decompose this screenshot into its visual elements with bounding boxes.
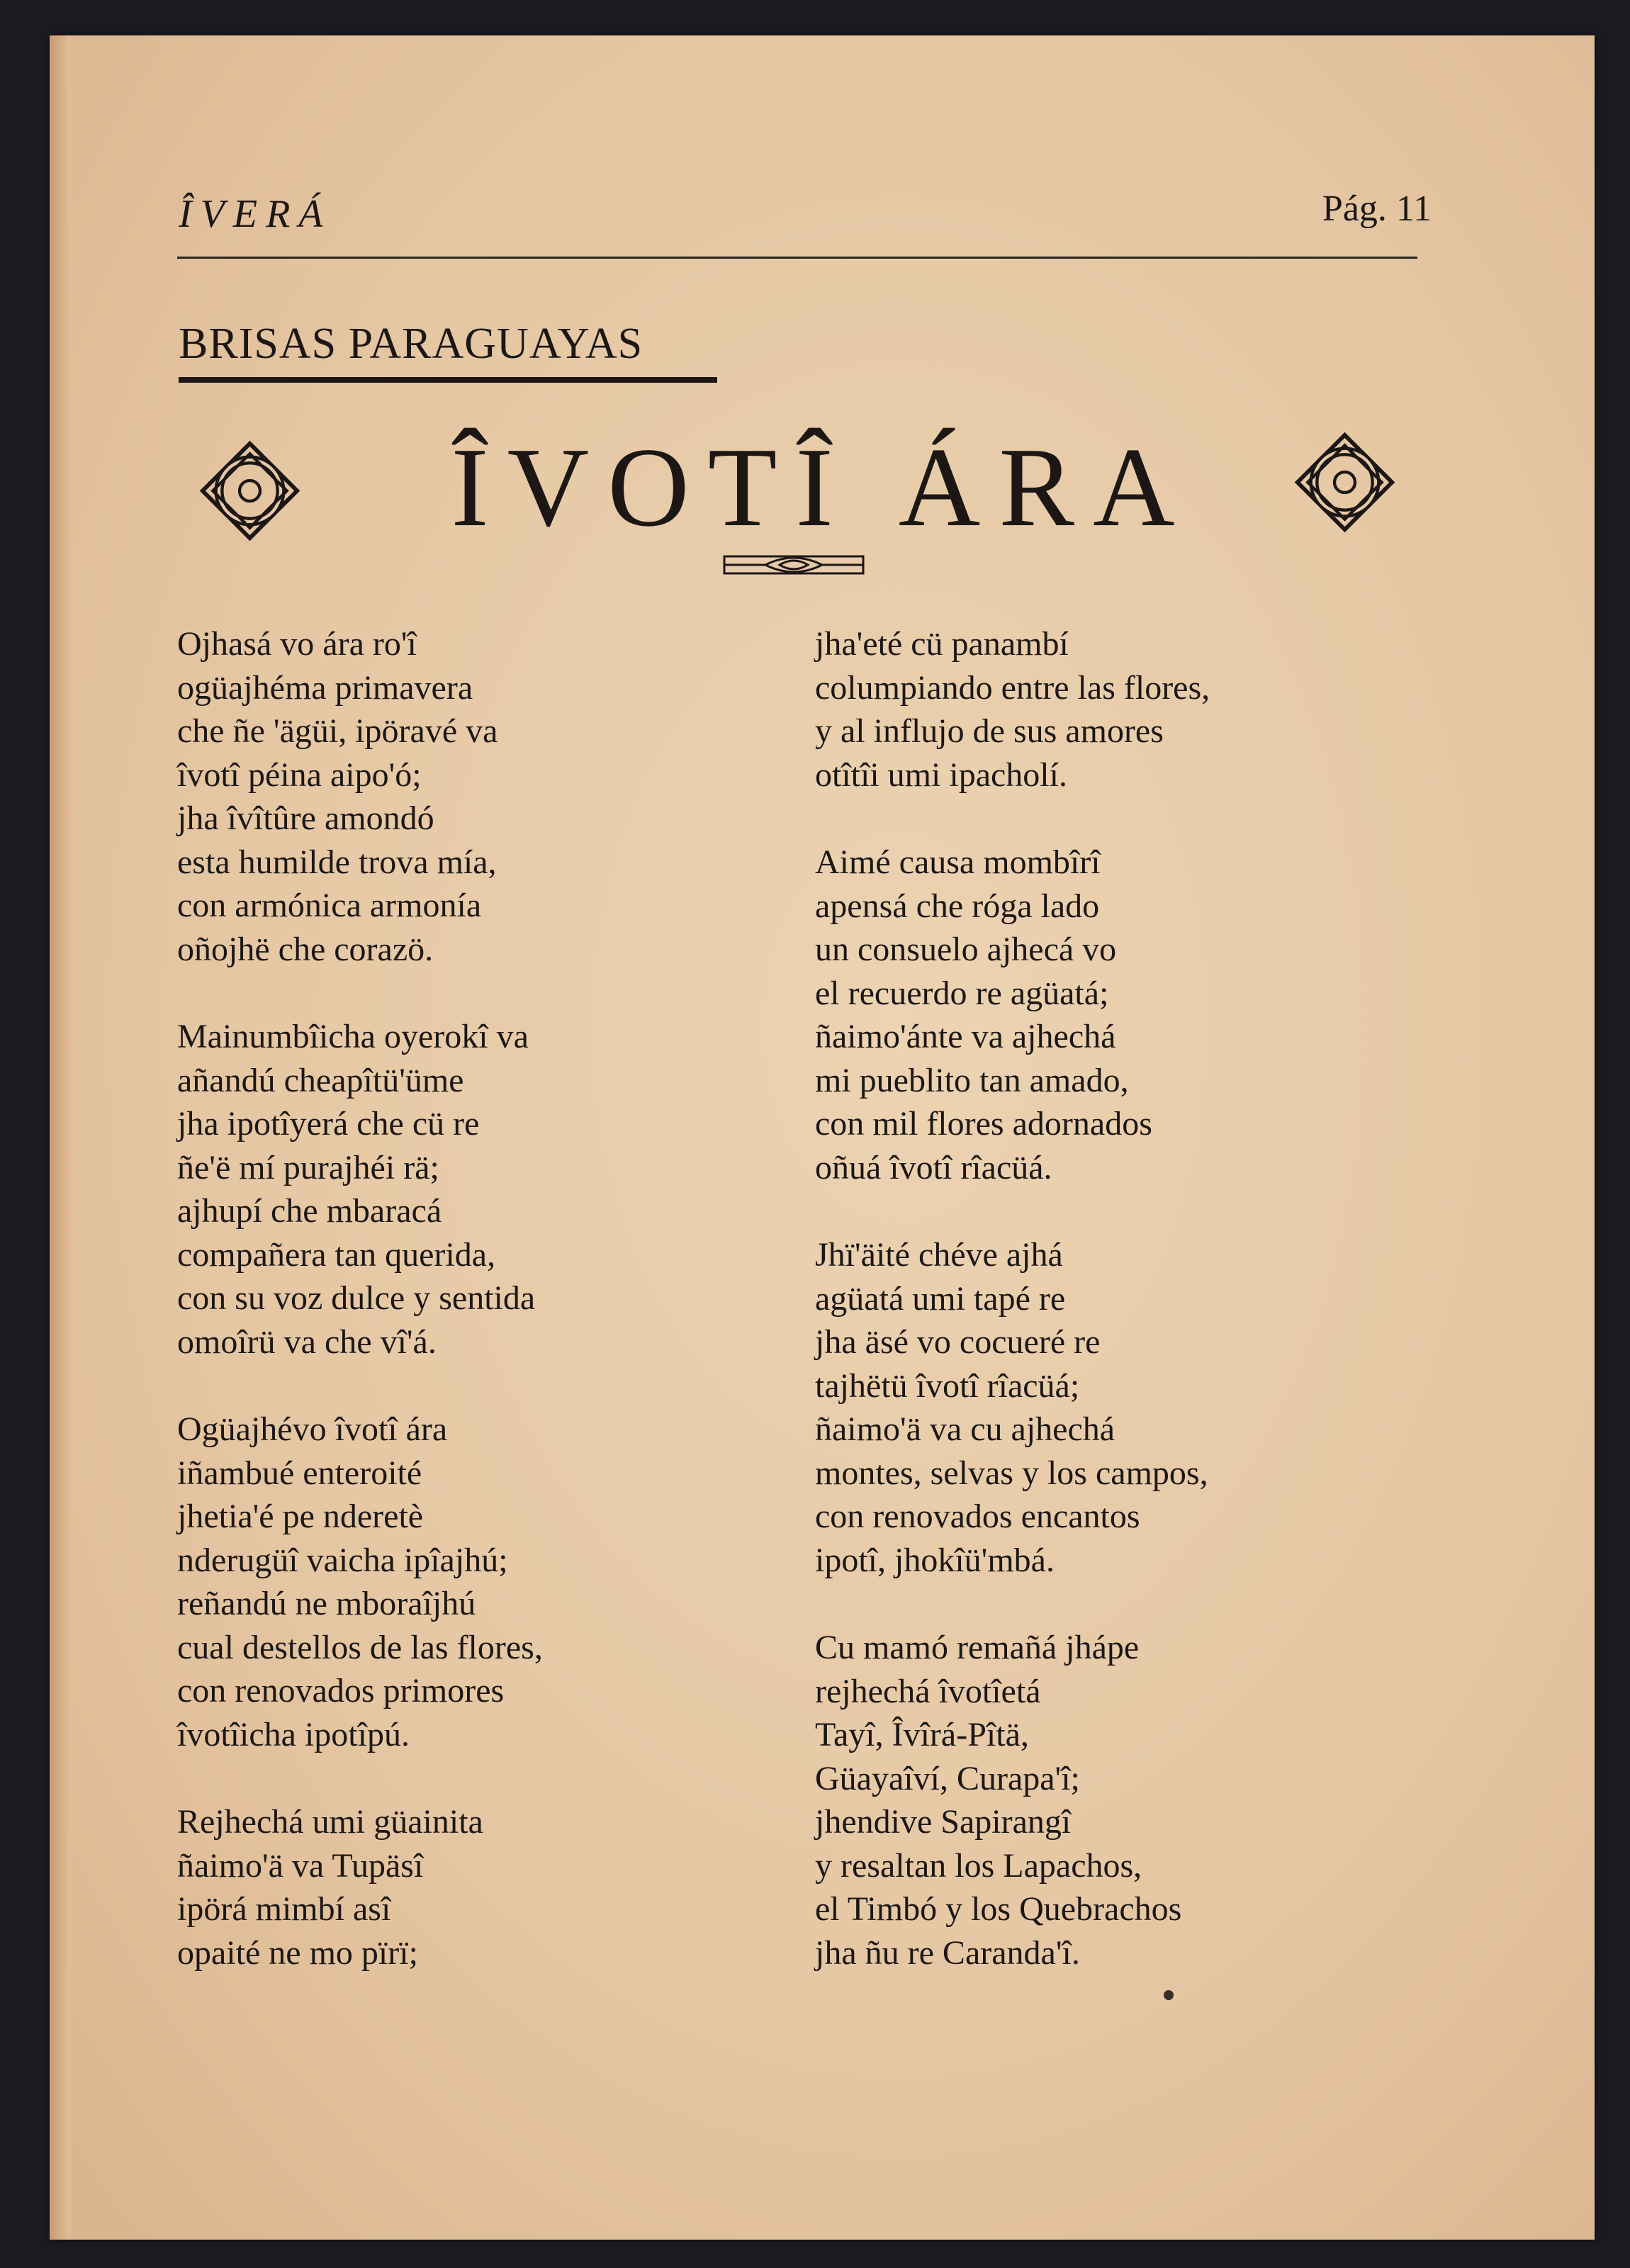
poem-stanza — [815, 841, 1210, 1189]
poem-line: con renovados primores — [177, 1672, 505, 1710]
poem-line: Aimé causa mombîrî — [815, 843, 1101, 881]
poem-line: Ojhasá vo ára ro'î — [177, 625, 417, 663]
poem-line: ñe'ë mí purajhéi rä; — [177, 1148, 439, 1186]
poem-line: rejhechá îvotîetá — [815, 1672, 1041, 1710]
poem-line: Rejhechá umi güainita — [177, 1803, 483, 1841]
celtic-knot-ornament-icon — [1293, 431, 1396, 534]
poem-line: Mainumbîicha oyerokî va — [177, 1018, 529, 1055]
decorative-dot — [1164, 1990, 1174, 2000]
poem-line: nderugüî vaicha ipîajhú; — [177, 1541, 508, 1579]
poem-line: apensá che róga lado — [815, 887, 1100, 925]
header-rule — [177, 257, 1417, 259]
poem-line: ñaimo'ä va Tupäsî — [177, 1846, 424, 1885]
poem-line: montes, selvas y los campos, — [815, 1454, 1208, 1492]
poem-line: con mil flores adornados — [815, 1105, 1152, 1143]
section-title: BRISAS PARAGUAYAS — [179, 320, 643, 368]
poem-line: Jhï'äité chéve ajhá — [815, 1236, 1063, 1274]
poem-line: jha ñu re Caranda'î. — [815, 1933, 1080, 1972]
poem-stanza — [177, 622, 543, 971]
poem-line: ipotî, jhokîü'mbá. — [815, 1541, 1055, 1579]
poem-line: con su voz dulce y sentida — [177, 1279, 536, 1317]
poem-line: jha'eté cü panambí — [815, 625, 1069, 663]
poem-line: mi pueblito tan amado, — [815, 1061, 1129, 1099]
poem-line: jhendive Sapirangî — [815, 1803, 1072, 1841]
poem-line: jha îvîtûre amondó — [177, 799, 434, 837]
poem-line: el Timbó y los Quebrachos — [815, 1890, 1182, 1928]
poem-line: opaité ne mo pïrï; — [177, 1933, 418, 1972]
title-flourish-icon — [723, 551, 865, 579]
book-page — [50, 35, 1595, 2240]
poem-line: columpiando entre las flores, — [815, 668, 1210, 707]
poem-line: oñojhë che corazö. — [177, 930, 434, 968]
poem-line: el recuerdo re agüatá; — [815, 974, 1109, 1012]
poem-stanza — [177, 1015, 543, 1364]
poem-line: jha äsé vo cocueré re — [815, 1323, 1101, 1361]
poem-line: omoîrü va che vî'á. — [177, 1323, 437, 1361]
poem-line: reñandú ne mboraîjhú — [177, 1585, 476, 1622]
poem-line: con armónica armonía — [177, 887, 482, 924]
poem-line: ajhupí che mbaracá — [177, 1192, 442, 1230]
poem-line: ogüajhéma primavera — [177, 668, 473, 707]
poem-line: iñambué enteroité — [177, 1454, 422, 1492]
page-number: Pág. 11 — [1322, 189, 1432, 229]
poem-line: Cu mamó remañá jhápe — [815, 1629, 1140, 1666]
poem-line: îvotî péina aipo'ó; — [177, 756, 422, 794]
poem-line: y resaltan los Lapachos, — [815, 1846, 1142, 1885]
poem-line: otîtîi umi ipacholí. — [815, 756, 1067, 794]
poem-line: ñaimo'ä va cu ajhechá — [815, 1410, 1115, 1448]
page-spine-edge — [50, 35, 71, 2240]
poem-line: Ogüajhévo îvotî ára — [177, 1410, 448, 1448]
poem-stanza — [177, 1800, 543, 1975]
poem-line: y al influjo de sus amores — [815, 712, 1164, 750]
poem-line: îvotîicha ipotîpú. — [177, 1715, 410, 1753]
poem-title: ÎVOTÎ ÁRA — [451, 424, 1193, 550]
poem-stanza — [815, 1626, 1210, 1975]
poem-line: che ñe 'ägüi, ipöravé va — [177, 712, 498, 750]
poem-line: un consuelo ajhecá vo — [815, 931, 1117, 968]
poem-line: con renovados encantos — [815, 1498, 1140, 1535]
poem-line: cual destellos de las flores, — [177, 1628, 543, 1666]
poem-column-left — [177, 622, 543, 2019]
poem-line: oñuá îvotî rîacüá. — [815, 1148, 1052, 1186]
poem-line: tajhëtü îvotî rîacüá; — [815, 1366, 1080, 1405]
poem-line: Tayî, Îvîrá-Pîtä, — [815, 1716, 1029, 1753]
poem-line: añandú cheapîtü'üme — [177, 1061, 464, 1099]
poem-line: Güayaîví, Curapa'î; — [815, 1759, 1080, 1797]
poem-line: compañera tan querida, — [177, 1235, 496, 1274]
poem-line: ipörá mimbí asî — [177, 1890, 391, 1928]
poem-line: ñaimo'ánte va ajhechá — [815, 1018, 1116, 1055]
poem-line: jha ipotîyerá che cü re — [177, 1105, 480, 1143]
poem-column-right — [815, 622, 1210, 2019]
running-head: ÎVERÁ — [179, 192, 332, 236]
poem-stanza — [815, 622, 1210, 797]
section-underline — [179, 377, 717, 383]
poem-line: esta humilde trova mía, — [177, 843, 497, 881]
poem-line: agüatá umi tapé re — [815, 1279, 1066, 1318]
poem-stanza — [815, 1233, 1210, 1582]
poem-stanza — [177, 1408, 543, 1756]
poem-line: jhetia'é pe nderetè — [177, 1498, 424, 1535]
